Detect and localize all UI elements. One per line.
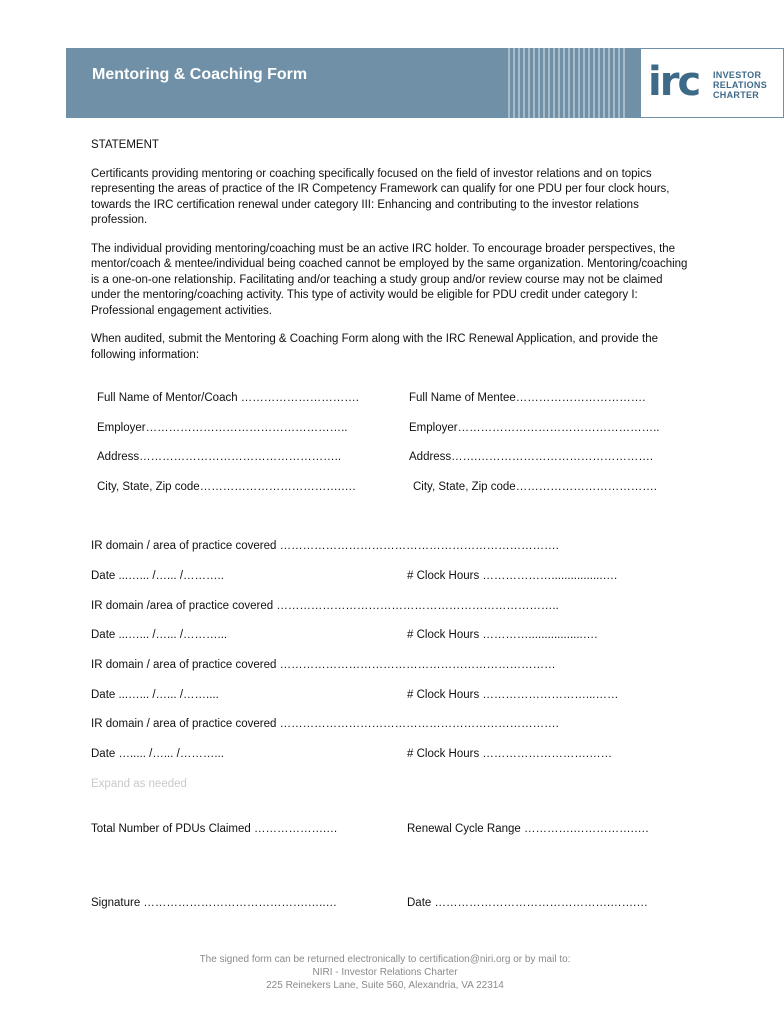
statement-paragraph-2: The individual providing mentoring/coaching must be an active IRC holder. To encourage broader perspectives, the mentor/coach & mentee/individual being coached cannot be employed by the same organization. Mentoring/coaching is a one-on-one relationship. Facilitating and/or teaching a study group and/or review course may not be claimed under the mentoring/coaching activity. This type of activity would be eligible for PDU credit under category I: Professional engagement activities. — [91, 242, 688, 317]
mentor-employer-field[interactable]: Employer…………………………………………….. — [97, 422, 348, 434]
logo-line-investor: INVESTOR — [713, 70, 762, 80]
signature-field[interactable]: Signature …………………………………….…..… — [91, 897, 338, 909]
header-stripes-decoration — [508, 48, 626, 118]
ir-domain-field-2[interactable]: IR domain /area of practice covered ……………………………………………………………….. — [91, 600, 559, 612]
expand-as-needed-note: Expand as needed — [91, 778, 187, 790]
ir-domain-field-1[interactable]: IR domain / area of practice covered ………………………………………………………………. — [91, 540, 559, 552]
clock-hours-field-1[interactable]: # Clock Hours ………………................…. — [407, 570, 618, 582]
footer-line-1: The signed form can be returned electronically to certification@niri.org or by mail to: — [199, 954, 571, 965]
mentee-employer-field[interactable]: Employer…………………………………………….. — [409, 422, 660, 434]
mentee-city-field[interactable]: City, State, Zip code………………………………. — [413, 481, 657, 493]
date-field-1[interactable]: Date ...…... /…... /……….. — [91, 570, 224, 582]
irc-logo-mark: irc — [648, 59, 700, 105]
form-header — [66, 48, 768, 118]
statement-section — [91, 138, 691, 363]
date-field-3[interactable]: Date ...…... /…... /…….... — [91, 689, 219, 701]
mentee-name-field[interactable]: Full Name of Mentee……………………………. — [409, 392, 646, 404]
irc-logo-text — [713, 70, 767, 100]
statement-heading: STATEMENT — [91, 139, 159, 151]
footer-mailing-info — [0, 953, 770, 992]
logo-line-charter: CHARTER — [713, 90, 760, 100]
clock-hours-field-2[interactable]: # Clock Hours ………….................…. — [407, 629, 598, 641]
statement-paragraph-3: When audited, submit the Mentoring & Coaching Form along with the IRC Renewal Application, and provide the following information: — [91, 333, 659, 361]
form-title: Mentoring & Coaching Form — [92, 66, 308, 83]
ir-domain-field-3[interactable]: IR domain / area of practice covered ……………………………………………………………… — [91, 659, 556, 671]
clock-hours-field-3[interactable]: # Clock Hours ………………………...…… — [407, 689, 619, 701]
footer-line-3: 225 Reinekers Lane, Suite 560, Alexandria, VA 22314 — [266, 980, 504, 991]
statement-paragraph-1: Certificants providing mentoring or coaching specifically focused on the field of investor relations and on topics representing the areas of practice of the IR Competency Framework can qualify for one PDU per four clock hours, towards the IRC certification renewal under category III: Enhancing and contributing to the investor relations profession. — [91, 167, 670, 226]
mentee-address-field[interactable]: Address…….………………………………………. — [409, 451, 654, 463]
date-field-4[interactable]: Date …..... /…... /………... — [91, 748, 224, 760]
mentor-name-field[interactable]: Full Name of Mentor/Coach …………………………. — [97, 392, 360, 404]
footer-line-2: NIRI - Investor Relations Charter — [312, 967, 458, 978]
mentor-address-field[interactable]: Address…………………………………………….. — [97, 451, 342, 463]
signature-date-field[interactable]: Date ……………………………………….…….… — [407, 897, 648, 909]
clock-hours-field-4[interactable]: # Clock Hours ……………………….…… — [407, 748, 613, 760]
renewal-cycle-field[interactable]: Renewal Cycle Range ………….…………….…. — [407, 823, 649, 835]
date-field-2[interactable]: Date ...…... /…... /………... — [91, 629, 228, 641]
ir-domain-field-4[interactable]: IR domain / area of practice covered ………………………………………………………………. — [91, 718, 559, 730]
logo-line-relations: RELATIONS — [713, 80, 768, 90]
total-pdus-field[interactable]: Total Number of PDUs Claimed ……………….… — [91, 823, 338, 835]
irc-logo — [640, 48, 784, 118]
mentor-city-field[interactable]: City, State, Zip code……………………………….…. — [97, 481, 356, 493]
